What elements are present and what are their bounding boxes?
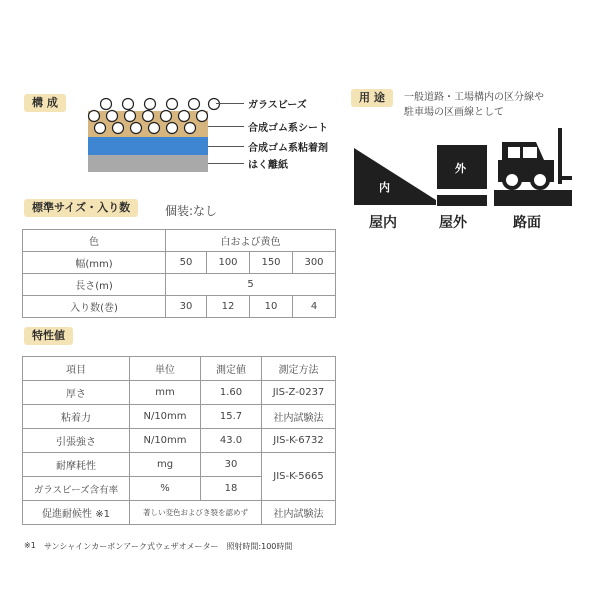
table-cell: 30	[201, 453, 262, 477]
composition-label: 構 成	[24, 94, 66, 112]
glass-bead	[167, 123, 178, 134]
table-cell: 厚さ	[23, 381, 130, 405]
glass-bead	[167, 99, 178, 110]
table-row	[23, 501, 336, 525]
table-cell: 耐摩耗性	[23, 453, 130, 477]
usage-label: 用 途	[351, 89, 393, 107]
glass-bead	[197, 111, 208, 122]
road-caption: 路面	[513, 215, 541, 231]
table-cell: 15.7	[201, 405, 262, 429]
table-cell: 12	[207, 296, 250, 318]
layer-label-beads: ガラスビーズ	[248, 100, 307, 111]
table-row	[23, 453, 336, 477]
packaging-text: 個装:なし	[165, 204, 218, 218]
table-cell: JIS-Z-0237	[262, 381, 336, 405]
glass-bead	[185, 123, 196, 134]
table-cell: %	[130, 477, 201, 501]
table-cell: 社内試験法	[262, 501, 336, 525]
table-cell: mg	[130, 453, 201, 477]
table-cell: 引張強さ	[23, 429, 130, 453]
properties-table	[22, 356, 336, 525]
properties-label: 特性値	[24, 327, 73, 345]
table-row	[23, 405, 336, 429]
table-row	[23, 296, 336, 318]
table-cell: 幅(mm)	[23, 252, 166, 274]
table-cell: 50	[166, 252, 207, 274]
table-cell: 白および黄色	[166, 230, 336, 252]
table-cell: ガラスビーズ含有率	[23, 477, 130, 501]
table-row	[23, 381, 336, 405]
table-cell: 社内試験法	[262, 405, 336, 429]
outdoor-caption: 屋外	[439, 215, 467, 231]
adhesive-layer	[88, 137, 208, 155]
table-cell: JIS-K-6732	[262, 429, 336, 453]
glass-bead	[161, 111, 172, 122]
table-header: 項目	[23, 357, 130, 381]
standard-size-label: 標準サイズ・入り数	[24, 199, 138, 217]
table-cell: 色	[23, 230, 166, 252]
glass-bead	[107, 111, 118, 122]
glass-bead	[95, 123, 106, 134]
table-cell: 著しい変色およびき裂を認めず	[130, 501, 262, 525]
glass-bead	[131, 123, 142, 134]
table-header: 測定値	[201, 357, 262, 381]
table-cell: 18	[201, 477, 262, 501]
table-cell: 粘着力	[23, 405, 130, 429]
table-row	[23, 230, 336, 252]
table-row	[23, 274, 336, 296]
footnote-text: サンシャインカーボンアーク式ウェザオメーター 照射時間:100時間	[44, 542, 293, 551]
layer-diagram	[86, 95, 226, 175]
liner-layer	[88, 155, 208, 172]
outdoor-glyph: 外	[455, 162, 466, 175]
table-cell: 30	[166, 296, 207, 318]
glass-bead	[113, 123, 124, 134]
glass-bead	[143, 111, 154, 122]
table-header: 測定方法	[262, 357, 336, 381]
table-row	[23, 429, 336, 453]
table-cell: N/10mm	[130, 405, 201, 429]
glass-bead	[123, 99, 134, 110]
table-cell: mm	[130, 381, 201, 405]
glass-bead	[89, 111, 100, 122]
table-cell: 43.0	[201, 429, 262, 453]
glass-bead	[101, 99, 112, 110]
table-cell: 長さ(m)	[23, 274, 166, 296]
glass-bead	[145, 99, 156, 110]
table-cell: 150	[250, 252, 293, 274]
table-cell: 4	[293, 296, 336, 318]
layer-label-adhesive: 合成ゴム系粘着剤	[248, 143, 328, 154]
table-cell: 5	[166, 274, 336, 296]
glass-bead	[179, 111, 190, 122]
indoor-ramp-icon	[352, 142, 438, 206]
layer-label-liner: はく離紙	[248, 160, 288, 171]
glass-bead	[125, 111, 136, 122]
table-cell: N/10mm	[130, 429, 201, 453]
table-cell: 300	[293, 252, 336, 274]
table-cell: JIS-K-5665	[262, 453, 336, 501]
table-header: 単位	[130, 357, 201, 381]
table-cell: 入り数(巻)	[23, 296, 166, 318]
table-row	[23, 252, 336, 274]
table-row	[23, 357, 336, 381]
table-cell: 促進耐候性 ※1	[23, 501, 130, 525]
indoor-caption: 屋内	[369, 215, 397, 231]
table-cell: 1.60	[201, 381, 262, 405]
glass-bead	[189, 99, 200, 110]
indoor-glyph: 内	[379, 181, 390, 194]
glass-bead	[209, 99, 220, 110]
forklift-icon	[492, 126, 574, 208]
usage-line-2: 駐車場の区画線として	[404, 107, 504, 118]
layer-label-sheet: 合成ゴム系シート	[248, 123, 328, 134]
usage-line-1: 一般道路・工場構内の区分線や	[404, 92, 544, 103]
standard-size-table	[22, 229, 336, 318]
table-cell: 10	[250, 296, 293, 318]
glass-bead	[149, 123, 160, 134]
table-cell: 100	[207, 252, 250, 274]
footnote-mark: ※1	[24, 541, 36, 550]
